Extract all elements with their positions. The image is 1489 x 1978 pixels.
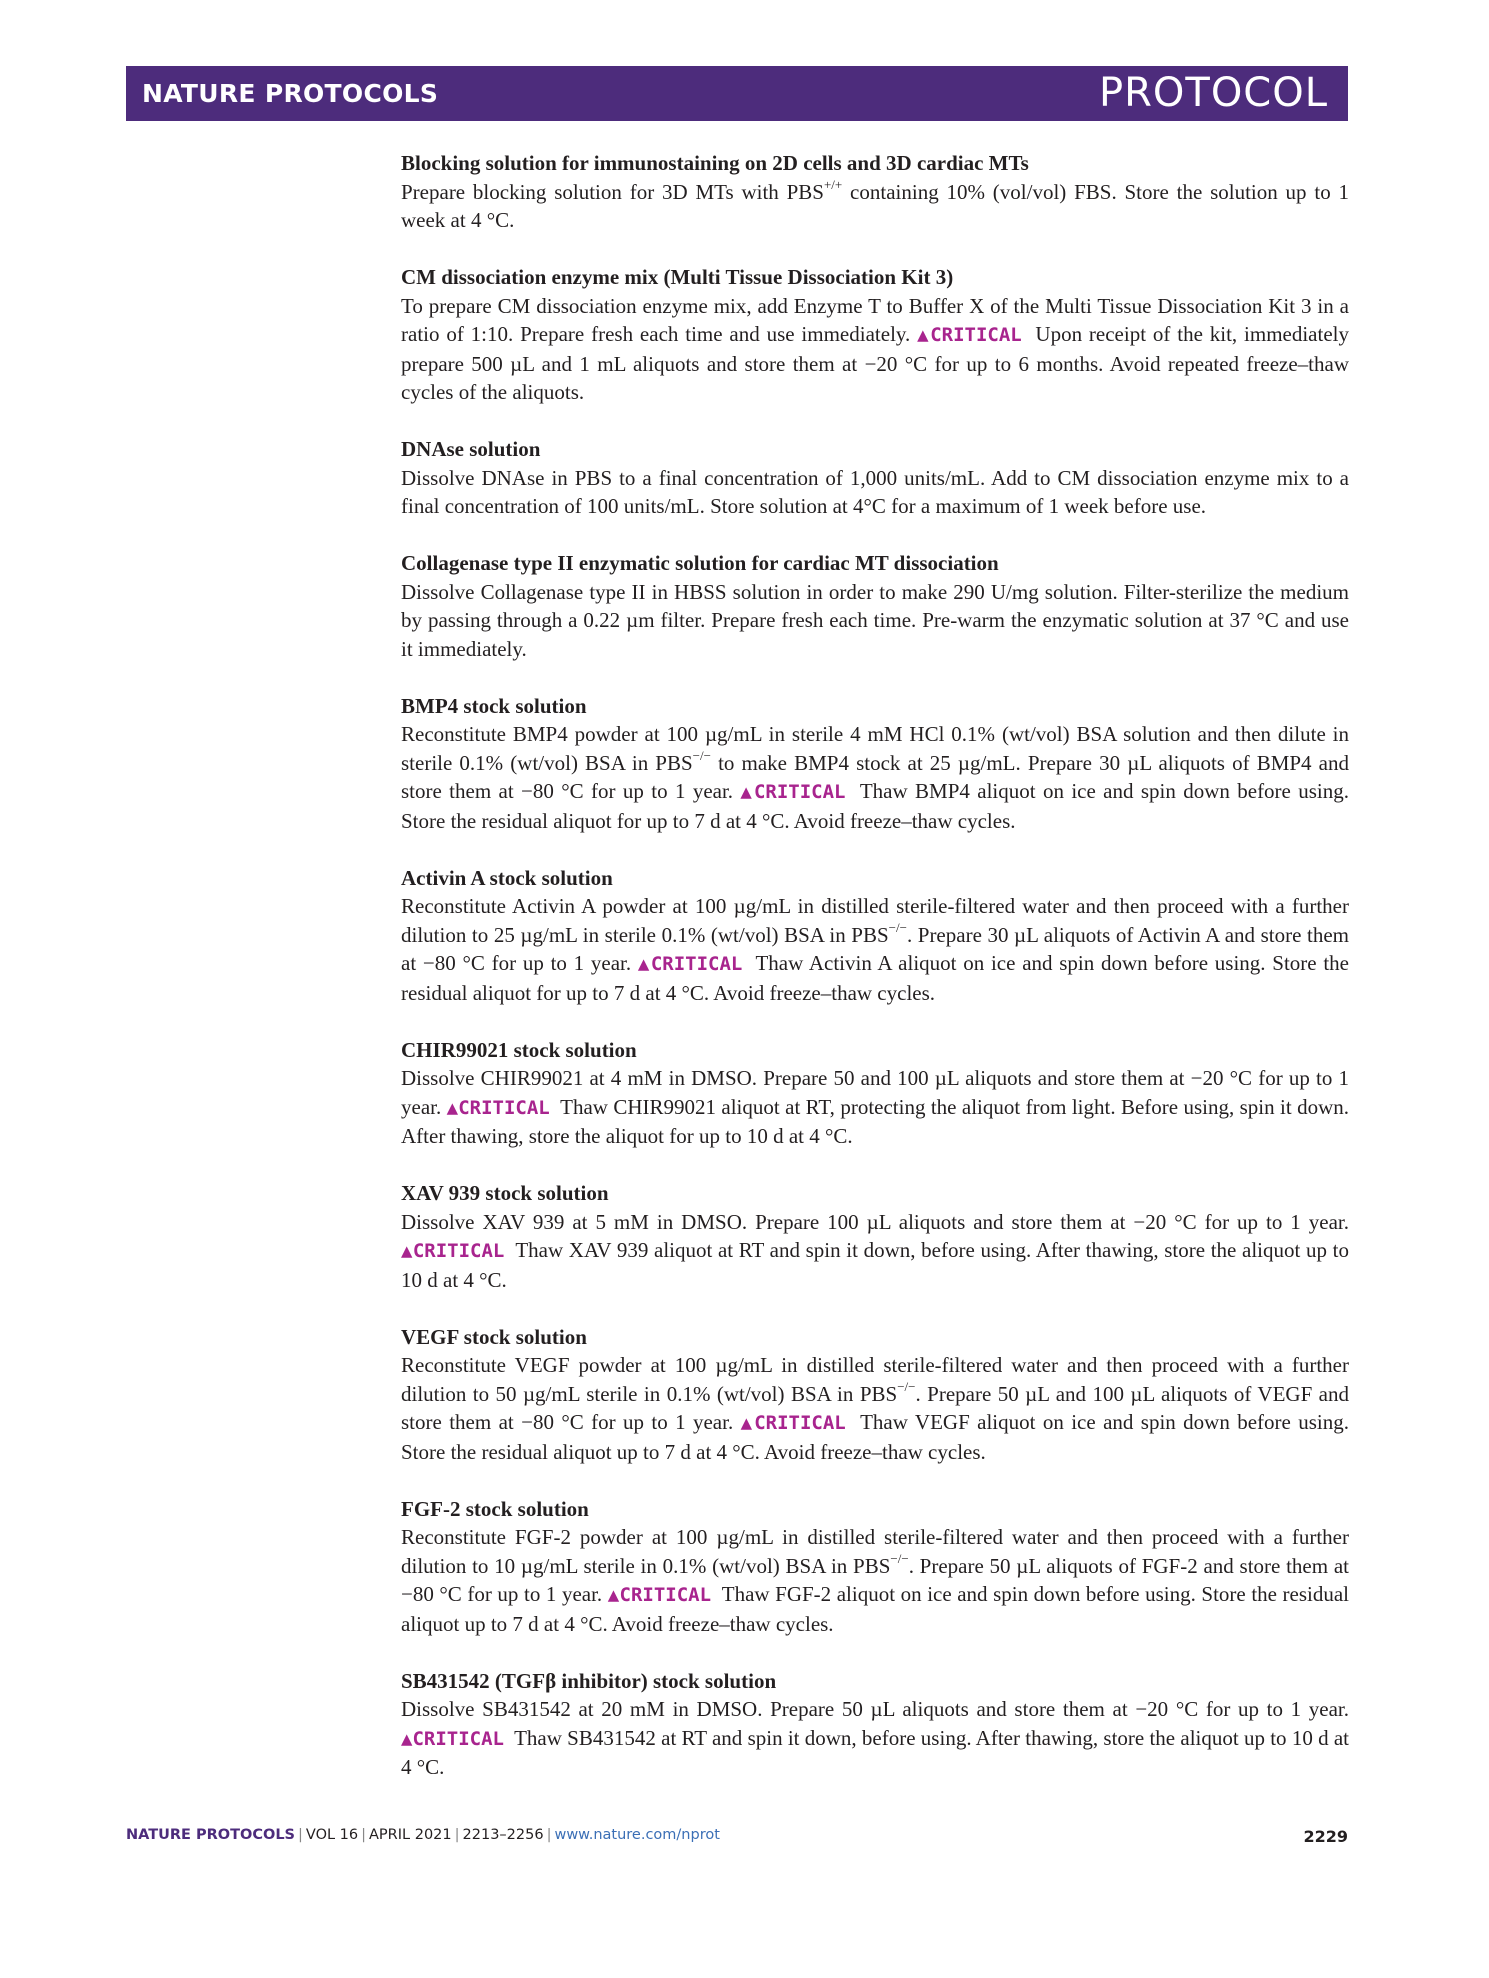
section-sb431542-stock <box>401 1667 1349 1782</box>
section-body: To prepare CM dissociation enzyme mix, add Enzyme T to Buffer X of the Multi Tissue Dissociation Kit 3 in a ratio of 1:10. Prepare fresh each time and use immediately. ▲CRITICAL Upon receipt of the kit, immediately prepare 500 µL and 1 mL aliquots and store them at −20 °C for up to 6 months. Avoid repeated freeze–thaw cycles of the aliquots. <box>401 293 1349 404</box>
section-title: Collagenase type II enzymatic solution for cardiac MT dissociation <box>401 551 999 575</box>
footer-url-link[interactable]: www.nature.com/nprot <box>554 1827 720 1843</box>
critical-triangle-icon: ▲ <box>740 781 754 803</box>
section-title: CM dissociation enzyme mix (Multi Tissue Dissociation Kit 3) <box>401 265 954 289</box>
section-body: Reconstitute BMP4 powder at 100 µg/mL in sterile 4 mM HCl 0.1% (wt/vol) BSA solution and then dilute in sterile 0.1% (wt/vol) BSA in PBS−/− to make BMP4 stock at 25 µg/mL. Prepare 30 µL aliquots of BMP4 and store them at −80 °C for up to 1 year. ▲CRITICAL Thaw BMP4 aliquot on ice and spin down before using. Store the residual aliquot for up to 7 d at 4 °C. Avoid freeze–thaw cycles. <box>401 722 1349 833</box>
article-type: PROTOCOL <box>1098 70 1328 116</box>
section-title: BMP4 stock solution <box>401 693 587 718</box>
section-cm-dissociation-enzyme <box>401 263 1349 407</box>
critical-triangle-icon: ▲ <box>607 1584 620 1606</box>
section-body: Reconstitute Activin A powder at 100 µg/mL in distilled sterile-filtered water and then proceed with a further dilution to 25 µg/mL in sterile 0.1% (wt/vol) BSA in PBS−/−. Prepare 30 µL aliquots of Activin A and store them at −80 °C for up to 1 year. ▲CRITICAL Thaw Activin A aliquot on ice and spin down before using. Store the residual aliquot for up to 7 d at 4 °C. Avoid freeze–thaw cycles. <box>401 894 1350 1005</box>
section-vegf-stock <box>401 1323 1349 1467</box>
section-body: Dissolve Collagenase type II in HBSS solution in order to make 290 U/mg solution. Filter-sterilize the medium by passing through a 0.22 µm filter. Prepare fresh each time. Pre-warm the enzymatic solution at 37 °C and use it immediately. <box>401 579 1349 661</box>
section-fgf2-stock <box>401 1495 1349 1639</box>
footer-pages: 2213–2256 <box>462 1827 544 1843</box>
critical-triangle-icon: ▲ <box>446 1096 459 1119</box>
critical-label: ▲CRITICAL <box>401 1240 505 1262</box>
section-body: Dissolve DNAse in PBS to a final concentration of 1,000 units/mL. Add to CM dissociation enzyme mix to a final concentration of 100 units/mL. Store solution at 4°C for a maximum of 1 week before use. <box>401 465 1349 518</box>
footer-volume: VOL 16 <box>305 1827 359 1843</box>
critical-label: ▲CRITICAL <box>637 953 743 975</box>
header-bar <box>126 66 1348 121</box>
section-activin-a-stock <box>401 864 1349 1008</box>
page-content <box>401 149 1349 1810</box>
critical-label: ▲CRITICAL <box>446 1096 550 1119</box>
section-title: Blocking solution for immunostaining on 2D cells and 3D cardiac MTs <box>401 151 1029 175</box>
section-collagenase-solution <box>401 549 1349 663</box>
section-body: Dissolve CHIR99021 at 4 mM in DMSO. Prepare 50 and 100 µL aliquots and store them at −20 °C for up to 1 year. ▲CRITICAL Thaw CHIR99021 aliquot at RT, protecting the aliquot from light. Before using, spin it down. After thawing, store the aliquot for up to 10 d at 4 °C. <box>401 1066 1350 1148</box>
critical-triangle-icon: ▲ <box>637 953 651 975</box>
section-body: Prepare blocking solution for 3D MTs with PBS+/+ containing 10% (vol/vol) FBS. Store the solution up to 1 week at 4 °C. <box>401 176 1349 232</box>
critical-label: ▲CRITICAL <box>401 1727 504 1750</box>
footer-journal: NATURE PROTOCOLS <box>126 1827 296 1843</box>
section-title: XAV 939 stock solution <box>401 1181 609 1205</box>
section-blocking-solution <box>401 149 1349 235</box>
page-footer: NATURE PROTOCOLS | VOL 16 | APRIL 2021 | 2213–2256 | www.nature.com/nprot 2229 <box>126 1827 1348 1846</box>
critical-label: ▲CRITICAL <box>917 324 1022 346</box>
section-body: Reconstitute VEGF powder at 100 µg/mL in distilled sterile-filtered water and then proceed with a further dilution to 50 µg/mL sterile in 0.1% (wt/vol) BSA in PBS−/−. Prepare 50 µL and 100 µL aliquots of VEGF and store them at −80 °C for up to 1 year. ▲CRITICAL Thaw VEGF aliquot on ice and spin down before using. Store the residual aliquot up to 7 d at 4 °C. Avoid freeze–thaw cycles. <box>401 1353 1349 1464</box>
section-title: DNAse solution <box>401 437 541 461</box>
critical-triangle-icon: ▲ <box>740 1412 755 1434</box>
section-body: Reconstitute FGF-2 powder at 100 µg/mL in distilled sterile-filtered water and then proceed with a further dilution to 10 µg/mL sterile in 0.1% (wt/vol) BSA in PBS−/−. Prepare 50 µL aliquots of FGF-2 and store them at −80 °C for up to 1 year. ▲CRITICAL Thaw FGF-2 aliquot on ice and spin down before using. Store the residual aliquot up to 7 d at 4 °C. Avoid freeze–thaw cycles. <box>401 1525 1350 1636</box>
section-dnase-solution <box>401 435 1349 521</box>
section-title: FGF-2 stock solution <box>401 1496 589 1521</box>
section-xav939-stock <box>401 1179 1349 1294</box>
section-title: CHIR99021 stock solution <box>401 1037 637 1062</box>
footer-date: APRIL 2021 <box>369 1827 452 1843</box>
critical-label: ▲CRITICAL <box>740 781 846 803</box>
section-chir99021-stock <box>401 1036 1349 1151</box>
section-title: SB431542 (TGFβ inhibitor) stock solution <box>401 1668 777 1693</box>
critical-label: ▲CRITICAL <box>740 1412 846 1434</box>
critical-label: ▲CRITICAL <box>607 1584 712 1606</box>
section-body: Dissolve XAV 939 at 5 mM in DMSO. Prepare 100 µL aliquots and store them at −20 °C for up to 1 year. ▲CRITICAL Thaw XAV 939 aliquot at RT and spin it down, before using. After thawing, store the aliquot up to 10 d at 4 °C. <box>401 1209 1349 1292</box>
page-number: 2229 <box>1303 1827 1348 1846</box>
critical-triangle-icon: ▲ <box>401 1240 413 1262</box>
journal-name: NATURE PROTOCOLS <box>142 79 439 108</box>
section-bmp4-stock <box>401 692 1349 836</box>
critical-triangle-icon: ▲ <box>401 1727 413 1750</box>
section-title: Activin A stock solution <box>401 865 613 890</box>
section-title: VEGF stock solution <box>401 1324 587 1349</box>
section-body: Dissolve SB431542 at 20 mM in DMSO. Prepare 50 µL aliquots and store them at −20 °C for up to 1 year. ▲CRITICAL Thaw SB431542 at RT and spin it down, before using. After thawing, store the aliquot up to 10 d at 4 °C. <box>401 1697 1349 1779</box>
critical-triangle-icon: ▲ <box>917 324 931 346</box>
